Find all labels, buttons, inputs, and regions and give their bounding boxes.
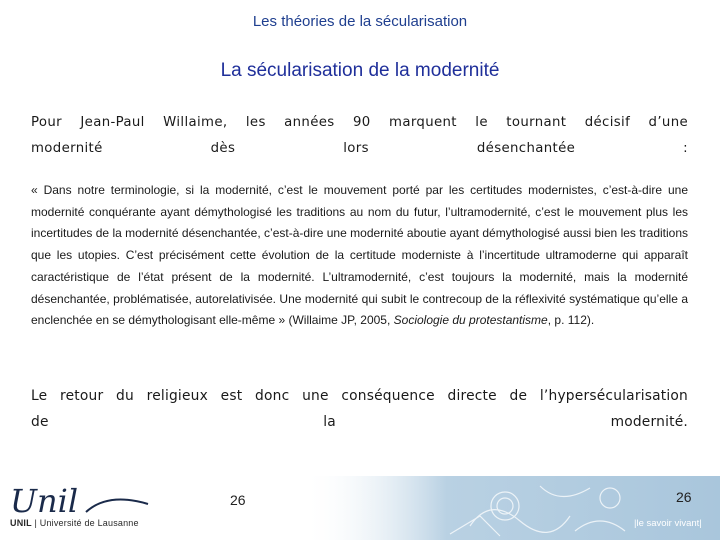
intro-line-1: Pour Jean-Paul Willaime, les années 90 marquent le tournant décisif d’une [31, 115, 688, 130]
conclusion-line-2: de la modernité. [31, 414, 688, 430]
logo-caption [10, 518, 139, 528]
page-number-right: 26 [676, 489, 692, 505]
section-header: Les théories de la sécularisation [252, 13, 468, 30]
tagline: |le savoir vivant| [634, 518, 702, 529]
logo-caption-bold: UNIL [10, 518, 32, 528]
intro-paragraph [31, 110, 688, 162]
logo-word: Unil [10, 482, 79, 518]
slide-title: La sécularisation de la modernité [220, 60, 500, 81]
quote-book-title: Sociologie du protestantisme [393, 313, 548, 328]
conclusion-paragraph [31, 383, 688, 435]
page-number-left: 26 [230, 492, 246, 508]
intro-line-2: modernité dès lors désenchantée : [31, 141, 688, 156]
quote-paragraph [31, 180, 688, 332]
quote-text: « Dans notre terminologie, si la modernité, c’est le mouvement porté par les certitudes modernistes, c’est-à-dire une modernité conquérante ayant démythologisé les traditions au nom du futur, l’ultramodernité, c’est le mouvement plus les incertitudes de la modernité désenchantée, c’est-à-dire une modernité aboutie ayant démythologisé aussi bien les traditions que les utopies. C’est précisément cette évolution de la certitude moderniste à l’incertitude ultramoderne qui apparaît caractéristique de l’état présent de la modernité. L’ultramodernité, c’est toujours la modernité, mais la modernité désenchantée, problématisée, autorelativisée. Une modernité qui subit le contrecoup de la réflexivité systématique qu’elle a enclenchée en se démythologisant elle-même » (Willaime JP, 2005, [31, 183, 688, 328]
quote-citation-end: , p. 112). [547, 313, 595, 328]
conclusion-line-1: Le retour du religieux est donc une conséquence directe de l’hypersécularisation [31, 388, 688, 404]
logo-caption-rest: | Université de Lausanne [31, 518, 139, 528]
